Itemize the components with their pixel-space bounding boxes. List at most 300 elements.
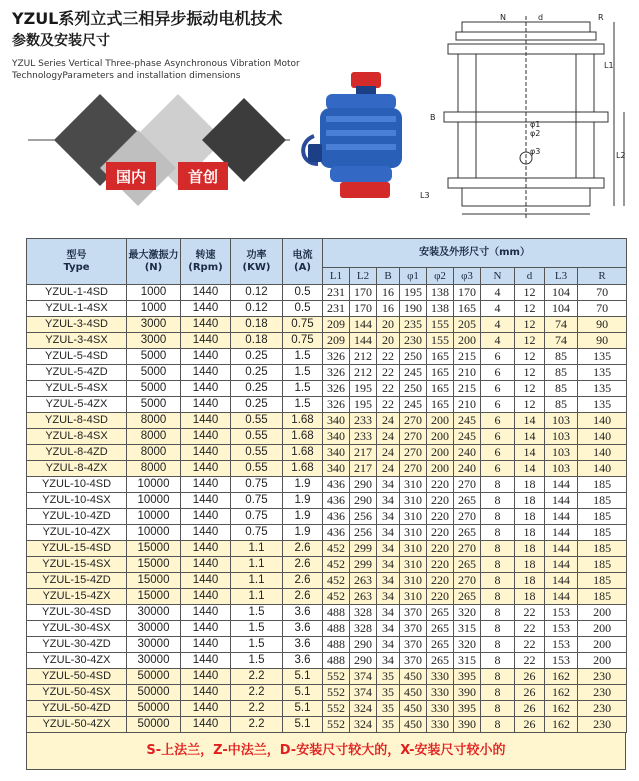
dim-cell: 16 [377,285,400,301]
spec-cell: 5000 [127,397,181,413]
model-cell: YZUL-50-4ZD [27,701,127,717]
dim-cell: 22 [515,605,545,621]
dim-cell: 14 [515,413,545,429]
dim-cell: 220 [427,509,454,525]
dim-cell: 220 [427,541,454,557]
spec-cell: 10000 [127,493,181,509]
model-cell: YZUL-8-4SX [27,429,127,445]
dim-cell: 230 [400,333,427,349]
dim-cell: 34 [377,573,400,589]
spec-cell: 1.68 [283,429,323,445]
dim-cell: 22 [515,637,545,653]
dim-cell: 212 [350,349,377,365]
dim-cell: 26 [515,701,545,717]
table-row [27,333,627,349]
dim-cell: 220 [427,525,454,541]
dim-cell: 235 [400,317,427,333]
dim-cell: 265 [454,493,481,509]
dim-cell: 20 [377,317,400,333]
dim-cell: 34 [377,525,400,541]
dim-cell: 270 [400,461,427,477]
spec-cell: 1440 [181,717,231,733]
spec-cell: 5.1 [283,685,323,701]
dim-cell: 370 [400,653,427,669]
table-row [27,317,627,333]
spec-cell: 0.75 [231,477,283,493]
dim-cell: 436 [323,525,350,541]
dim-cell: 8 [481,573,515,589]
dim-cell: 270 [454,541,481,557]
model-cell: YZUL-5-4SX [27,381,127,397]
spec-cell: 1440 [181,333,231,349]
dim-cell: 18 [515,525,545,541]
header-dim-6: N [481,268,515,285]
dim-cell: 14 [515,445,545,461]
table-row [27,701,627,717]
dim-cell: 144 [545,493,578,509]
dim-cell: 12 [515,381,545,397]
dim-cell: 8 [481,621,515,637]
dim-cell: 200 [427,429,454,445]
spec-cell: 0.55 [231,413,283,429]
dim-cell: 34 [377,541,400,557]
dim-cell: 8 [481,509,515,525]
header-speed-text: 转速 (Rpm) [188,249,223,273]
dim-cell: 35 [377,701,400,717]
spec-cell: 1440 [181,493,231,509]
spec-cell: 2.6 [283,541,323,557]
dim-cell: 220 [427,493,454,509]
dim-cell: 155 [427,317,454,333]
dim-cell: 200 [578,637,627,653]
table-row [27,429,627,445]
spec-cell: 1.9 [283,509,323,525]
spec-cell: 0.55 [231,461,283,477]
dim-cell: 22 [377,381,400,397]
dim-cell: 12 [515,301,545,317]
dim-cell: 340 [323,429,350,445]
dim-cell: 162 [545,701,578,717]
dim-cell: 200 [427,445,454,461]
spec-cell: 1440 [181,317,231,333]
dim-cell: 220 [427,477,454,493]
dim-cell: 299 [350,541,377,557]
dim-cell: 450 [400,701,427,717]
model-cell: YZUL-30-4SX [27,621,127,637]
dim-cell: 231 [323,301,350,317]
header-power-text: 功率 (KW) [242,249,271,273]
spec-cell: 1.5 [231,605,283,621]
table-row [27,461,627,477]
spec-cell: 3.6 [283,621,323,637]
spec-cell: 1440 [181,349,231,365]
dim-cell: 155 [427,333,454,349]
dim-cell: 220 [427,589,454,605]
dim-cell: 299 [350,557,377,573]
dim-cell: 24 [377,445,400,461]
dim-cell: 374 [350,685,377,701]
dim-cell: 270 [454,509,481,525]
dim-cell: 6 [481,349,515,365]
dim-cell: 24 [377,461,400,477]
model-cell: YZUL-8-4ZX [27,461,127,477]
dim-cell: 330 [427,685,454,701]
dim-cell: 18 [515,573,545,589]
spec-cell: 2.2 [231,701,283,717]
dim-cell: 12 [515,333,545,349]
dim-cell: 135 [578,397,627,413]
spec-cell: 1.68 [283,413,323,429]
dim-cell: 395 [454,701,481,717]
dim-cell: 328 [350,605,377,621]
spec-cell: 5000 [127,381,181,397]
dim-cell: 165 [427,349,454,365]
dim-cell: 310 [400,525,427,541]
dim-cell: 22 [515,653,545,669]
spec-cell: 1440 [181,637,231,653]
spec-cell: 0.75 [283,333,323,349]
spec-cell: 0.12 [231,285,283,301]
dim-cell: 265 [427,605,454,621]
header-current-text: 电流 (A) [292,249,313,273]
dim-cell: 34 [377,557,400,573]
dim-cell: 85 [545,349,578,365]
dim-cell: 4 [481,333,515,349]
dim-cell: 4 [481,285,515,301]
dim-cell: 330 [427,701,454,717]
spec-cell: 1.1 [231,541,283,557]
dim-cell: 135 [578,349,627,365]
dim-cell: 452 [323,573,350,589]
dim-cell: 12 [515,365,545,381]
table-row [27,397,627,413]
spec-cell: 1440 [181,525,231,541]
spec-cell: 1440 [181,541,231,557]
dim-cell: 8 [481,653,515,669]
dim-cell: 436 [323,493,350,509]
dim-cell: 215 [454,349,481,365]
dim-cell: 265 [454,525,481,541]
title-english: YZUL Series Vertical Three-phase Asynchronous Vibration Motor TechnologyParameters and installation dimensions [12,59,300,81]
spec-cell: 0.5 [283,285,323,301]
dim-cell: 8 [481,717,515,733]
dim-cell: 140 [578,413,627,429]
dim-cell: 4 [481,317,515,333]
dim-cell: 215 [454,381,481,397]
dim-cell: 552 [323,701,350,717]
spec-cell: 1440 [181,365,231,381]
header-dim-5: φ3 [454,268,481,285]
spec-cell: 5000 [127,349,181,365]
dim-cell: 6 [481,381,515,397]
dim-cell: 34 [377,605,400,621]
dim-cell: 265 [427,637,454,653]
model-cell: YZUL-30-4ZD [27,637,127,653]
dim-cell: 310 [400,557,427,573]
spec-cell: 0.18 [231,333,283,349]
dim-cell: 153 [545,637,578,653]
dim-cell: 452 [323,557,350,573]
spec-cell: 1440 [181,701,231,717]
dim-cell: 170 [454,285,481,301]
dim-cell: 8 [481,669,515,685]
model-cell: YZUL-10-4ZD [27,509,127,525]
spec-cell: 1440 [181,445,231,461]
spec-cell: 0.75 [283,317,323,333]
table-row [27,349,627,365]
header-current [283,239,323,285]
dim-cell: 16 [377,301,400,317]
dim-cell: 144 [350,333,377,349]
dim-cell: 395 [454,669,481,685]
model-cell: YZUL-10-4SX [27,493,127,509]
dim-cell: 310 [400,477,427,493]
spec-cell: 15000 [127,557,181,573]
dim-cell: 34 [377,637,400,653]
dim-cell: 200 [427,461,454,477]
dim-cell: 326 [323,349,350,365]
dim-cell: 74 [545,317,578,333]
dim-cell: 330 [427,717,454,733]
dim-cell: 185 [578,589,627,605]
dim-cell: 374 [350,669,377,685]
dim-cell: 212 [350,365,377,381]
dim-cell: 8 [481,477,515,493]
dim-cell: 18 [515,541,545,557]
dim-cell: 153 [545,653,578,669]
spec-cell: 3.6 [283,637,323,653]
spec-cell: 1.9 [283,477,323,493]
dim-cell: 6 [481,461,515,477]
dim-cell: 370 [400,637,427,653]
table-row [27,605,627,621]
dim-cell: 263 [350,573,377,589]
table-row [27,301,627,317]
model-cell: YZUL-8-4ZD [27,445,127,461]
dim-cell: 34 [377,493,400,509]
badge-domestic-text: 国内 [115,168,147,186]
header-dim-3: φ1 [400,268,427,285]
dim-cell: 14 [515,429,545,445]
spec-cell: 0.25 [231,397,283,413]
dim-cell: 20 [377,333,400,349]
spec-cell: 5000 [127,365,181,381]
spec-cell: 1440 [181,509,231,525]
dim-cell: 324 [350,717,377,733]
spec-cell: 0.18 [231,317,283,333]
dim-cell: 135 [578,365,627,381]
dim-cell: 220 [427,573,454,589]
spec-cell: 1440 [181,477,231,493]
dim-cell: 140 [578,461,627,477]
drawing-label-l2: L2 [616,151,626,160]
spec-cell: 1440 [181,381,231,397]
dim-cell: 450 [400,669,427,685]
header-force [127,239,181,285]
dim-cell: 488 [323,637,350,653]
drawing-label-l3: L3 [420,191,430,200]
spec-cell: 5.1 [283,701,323,717]
dim-cell: 138 [427,285,454,301]
spec-cell: 0.25 [231,349,283,365]
spec-cell: 3.6 [283,605,323,621]
dim-cell: 90 [578,333,627,349]
dim-cell: 26 [515,717,545,733]
dim-cell: 34 [377,589,400,605]
header-force-text: 最大激振力 (N) [128,249,179,273]
model-cell: YZUL-15-4ZD [27,573,127,589]
dim-cell: 8 [481,685,515,701]
dim-cell: 200 [578,653,627,669]
dim-cell: 34 [377,653,400,669]
model-cell: YZUL-15-4SD [27,541,127,557]
dim-cell: 144 [350,317,377,333]
model-cell: YZUL-3-4SD [27,317,127,333]
spec-cell: 1.68 [283,461,323,477]
dim-cell: 231 [323,285,350,301]
dim-cell: 488 [323,605,350,621]
spec-cell: 0.25 [231,381,283,397]
dim-cell: 256 [350,525,377,541]
dim-cell: 488 [323,653,350,669]
dim-cell: 326 [323,381,350,397]
spec-cell: 1.5 [283,349,323,365]
header-power [231,239,283,285]
dim-cell: 12 [515,397,545,413]
dim-cell: 140 [578,429,627,445]
dim-cell: 165 [427,365,454,381]
dim-cell: 165 [427,381,454,397]
dim-cell: 265 [427,653,454,669]
dim-cell: 103 [545,461,578,477]
table-row [27,413,627,429]
spec-cell: 1440 [181,285,231,301]
dim-cell: 6 [481,413,515,429]
spec-cell: 15000 [127,541,181,557]
spec-cell: 2.2 [231,685,283,701]
dim-cell: 85 [545,365,578,381]
dim-cell: 8 [481,589,515,605]
dim-cell: 330 [427,669,454,685]
dim-cell: 103 [545,429,578,445]
spec-cell: 0.55 [231,429,283,445]
dim-cell: 450 [400,685,427,701]
dim-cell: 6 [481,429,515,445]
dim-cell: 310 [400,493,427,509]
dim-cell: 144 [545,589,578,605]
spec-cell: 1440 [181,653,231,669]
spec-cell: 1000 [127,285,181,301]
dim-cell: 205 [454,317,481,333]
dim-cell: 22 [377,397,400,413]
dim-cell: 153 [545,621,578,637]
spec-cell: 5.1 [283,717,323,733]
dim-cell: 217 [350,445,377,461]
header-dims-group: 安装及外形尺寸（mm） [323,239,627,268]
dim-cell: 230 [578,669,627,685]
dim-cell: 12 [515,285,545,301]
dim-cell: 328 [350,621,377,637]
spec-table [26,238,627,733]
dim-cell: 34 [377,509,400,525]
drawing-label-l1: L1 [604,61,614,70]
spec-cell: 15000 [127,589,181,605]
dim-cell: 170 [350,285,377,301]
spec-cell: 1440 [181,605,231,621]
dim-cell: 185 [578,477,627,493]
dim-cell: 320 [454,637,481,653]
header-dim-2: B [377,268,400,285]
dim-cell: 310 [400,589,427,605]
dim-cell: 436 [323,509,350,525]
spec-cell: 1.5 [231,637,283,653]
drawing-label-phi3: φ3 [530,147,541,156]
dim-cell: 436 [323,477,350,493]
dim-cell: 14 [515,461,545,477]
dim-cell: 24 [377,429,400,445]
dim-cell: 104 [545,285,578,301]
dim-cell: 144 [545,477,578,493]
table-row [27,541,627,557]
dim-cell: 250 [400,349,427,365]
spec-cell: 0.75 [231,525,283,541]
table-row [27,445,627,461]
dim-cell: 324 [350,701,377,717]
drawing-label-r: R [598,13,604,22]
dim-cell: 270 [400,445,427,461]
dim-cell: 12 [515,349,545,365]
spec-cell: 8000 [127,429,181,445]
dim-cell: 8 [481,541,515,557]
dim-cell: 144 [545,509,578,525]
dim-cell: 6 [481,397,515,413]
dim-cell: 8 [481,701,515,717]
spec-cell: 8000 [127,413,181,429]
dim-cell: 452 [323,589,350,605]
dim-cell: 18 [515,477,545,493]
dim-cell: 220 [427,557,454,573]
dim-cell: 240 [454,461,481,477]
title-chinese-line2: 参数及安装尺寸 [12,33,110,49]
dim-cell: 290 [350,653,377,669]
header-model [27,239,127,285]
spec-cell: 1440 [181,301,231,317]
spec-cell: 1.1 [231,589,283,605]
dim-cell: 209 [323,317,350,333]
dim-cell: 8 [481,637,515,653]
drawing-label-phi2: φ2 [530,129,541,138]
drawing-label-phi1: φ1 [530,120,541,129]
table-row [27,669,627,685]
dim-cell: 185 [578,557,627,573]
spec-cell: 1440 [181,397,231,413]
badge-first-text: 首创 [187,168,219,186]
dim-cell: 210 [454,365,481,381]
dim-cell: 265 [454,557,481,573]
spec-cell: 0.12 [231,301,283,317]
spec-cell: 1000 [127,301,181,317]
dim-cell: 233 [350,429,377,445]
dim-cell: 200 [427,413,454,429]
dim-cell: 22 [377,365,400,381]
dim-cell: 24 [377,413,400,429]
dim-cell: 190 [400,301,427,317]
dim-cell: 200 [578,605,627,621]
dim-cell: 340 [323,413,350,429]
dim-cell: 138 [427,301,454,317]
drawing-label-b: B [430,113,436,122]
dim-cell: 135 [578,381,627,397]
